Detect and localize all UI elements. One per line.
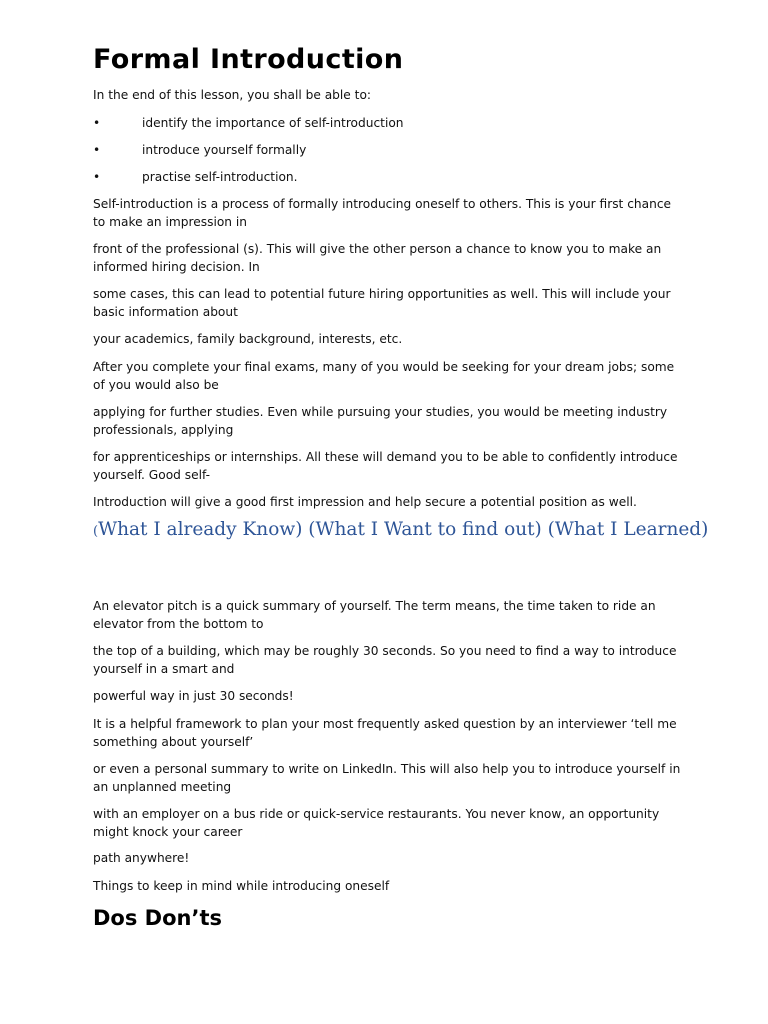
body-paragraph: After you complete your final exams, many of you would be seeking for your dream jobs; some of you would also be xyxy=(93,360,675,392)
intro-text: In the end of this lesson, you shall be able to: xyxy=(93,88,372,102)
body-paragraph: with an employer on a bus ride or quick-service restaurants. You never know, an opportunity might knock your career xyxy=(93,807,660,839)
body-paragraph: path anywhere! xyxy=(93,851,190,865)
kwl-heading xyxy=(93,519,708,540)
body-paragraph: the top of a building, which may be roughly 30 seconds. So you need to find a way to introduce yourself in a smart and xyxy=(93,644,677,676)
body-paragraph: powerful way in just 30 seconds! xyxy=(93,689,294,703)
bullet-icon: • xyxy=(93,170,101,184)
objective-text: introduce yourself formally xyxy=(142,143,307,157)
kwl-open-paren: ( xyxy=(93,524,99,539)
kwl-text: What I already Know) (What I Want to find out) (What I Learned) xyxy=(98,519,709,540)
body-paragraph: It is a helpful framework to plan your most frequently asked question by an interviewer ‘tell me something about yourself’ xyxy=(93,717,677,749)
objective-text: practise self-introduction. xyxy=(142,170,298,184)
body-paragraph: for apprenticeships or internships. All these will demand you to be able to confidently introduce yourself. Good self- xyxy=(93,450,678,482)
body-paragraph: Introduction will give a good first impression and help secure a potential position as well. xyxy=(93,495,637,509)
objective-text: identify the importance of self-introduction xyxy=(142,116,404,130)
body-paragraph: some cases, this can lead to potential future hiring opportunities as well. This will include your basic information about xyxy=(93,287,671,319)
dos-donts-heading: Dos Don’ts xyxy=(93,906,222,930)
body-paragraph: Things to keep in mind while introducing oneself xyxy=(93,879,390,893)
bullet-icon: • xyxy=(93,116,101,130)
body-paragraph: applying for further studies. Even while pursuing your studies, you would be meeting industry professionals, applying xyxy=(93,405,668,437)
page-title: Formal Introduction xyxy=(93,44,404,75)
body-paragraph: front of the professional (s). This will give the other person a chance to know you to make an informed hiring decision. In xyxy=(93,242,662,274)
body-paragraph: An elevator pitch is a quick summary of yourself. The term means, the time taken to ride an elevator from the bottom to xyxy=(93,599,656,631)
body-paragraph: or even a personal summary to write on LinkedIn. This will also help you to introduce yourself in an unplanned meeting xyxy=(93,762,681,794)
body-paragraph: Self-introduction is a process of formally introducing oneself to others. This is your first chance to make an impression in xyxy=(93,197,672,229)
document-page xyxy=(93,0,709,1024)
body-paragraph: your academics, family background, interests, etc. xyxy=(93,332,403,346)
bullet-icon: • xyxy=(93,143,101,157)
